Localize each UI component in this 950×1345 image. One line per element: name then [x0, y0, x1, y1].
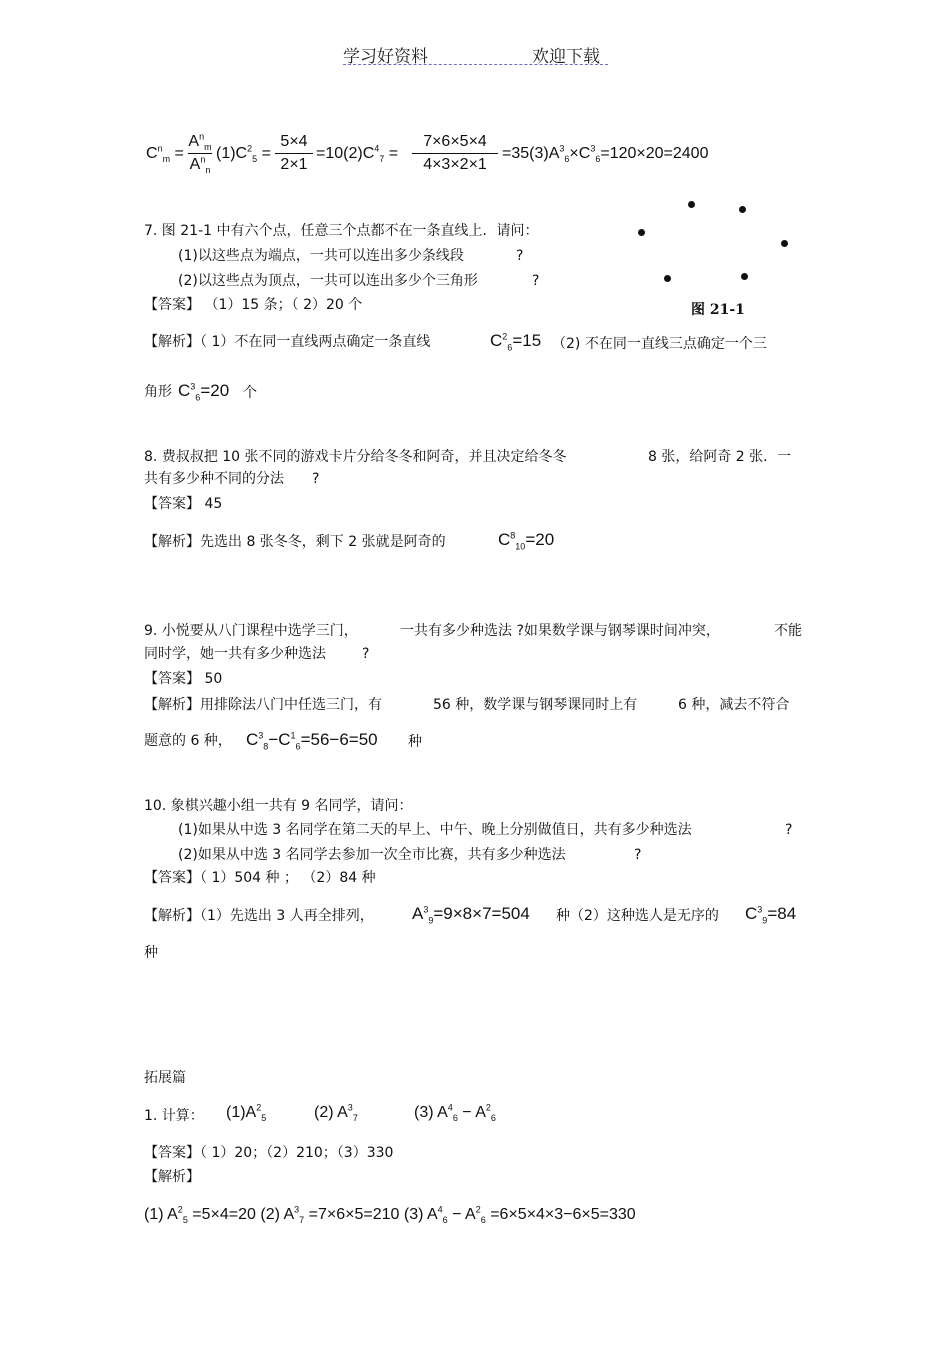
q10-explanation-formula1: $A^3_9=9\times 8\times 7=504$ — [412, 904, 530, 926]
q7-answer: 【答案】 （1）15 条；（ 2）20 个 — [144, 297, 363, 313]
q7-explanation-unit: 个 — [243, 385, 257, 401]
ext-question-part2: (2) $A^3_7$ — [314, 1102, 358, 1124]
q7-sub1: (1)以这些点为端点，一共可以连出多少条线段 — [178, 248, 464, 264]
q9-explanation-line1b: 56 种，数学课与钢琴课同时上有 — [433, 697, 638, 713]
figure-point — [688, 201, 695, 208]
formula-cmn: $C^n_m$ = — [146, 143, 184, 165]
header-left: 学习好资料 — [343, 47, 428, 67]
ext-question-part3: (3) $A^4_6 - A^2_6$ — [414, 1102, 496, 1124]
q10-answer: 【答案】（ 1）504 种 ； （2）84 种 — [144, 870, 376, 886]
q9-explanation-unit: 种 — [408, 734, 422, 750]
q8-question-line1: 8. 费叔叔把 10 张不同的游戏卡片分给冬冬和阿奇，并且决定给冬冬 — [144, 449, 567, 465]
q7-sub1-mark: ? — [516, 248, 524, 264]
q7-sub2-mark: ? — [532, 273, 540, 289]
q10-sub2: (2)如果从中选 3 名同学去参加一次全市比赛，共有多少种选法 — [178, 847, 566, 863]
q10-question: 10. 象棋兴趣小组一共有 9 名同学，请问： — [144, 798, 413, 814]
q8-question-line2: 共有多少种不同的分法 — [144, 471, 284, 487]
q8-explanation: 【解析】先选出 8 张冬冬，剩下 2 张就是阿奇的 — [144, 534, 446, 550]
q9-explanation-line2: 题意的 6 种， — [144, 733, 232, 749]
q7-sub2: (2)以这些点为顶点，一共可以连出多少个三角形 — [178, 273, 478, 289]
figure-point — [664, 275, 671, 282]
q9-question-mark: ? — [362, 646, 370, 662]
q9-question-line2: 同时学，她一共有多少种选法 — [144, 646, 326, 662]
ext-question-part1: $(1)A^2_5$ — [226, 1102, 267, 1124]
q8-question-line1b: 8 张，给阿奇 2 张．一 — [648, 449, 792, 465]
formula-part3: $=35(3)A^3_6\times C^3_6=120\times 20=2400$ — [502, 143, 709, 165]
formula-fraction-c: 7×6×5×4 4×3×2×1 — [412, 132, 498, 175]
q10-sub1-mark: ? — [785, 822, 793, 838]
q9-explanation-line1: 【解析】用排除法八门中任选三门，有 — [144, 697, 382, 713]
formula-part2: $=10(2)C^4_7$ = — [316, 143, 399, 165]
figure-point — [638, 229, 645, 236]
formula-part1: $(1)C^2_5$ = — [216, 143, 271, 165]
ext-question-prefix: 1. 计算： — [144, 1108, 204, 1124]
q7-explanation-a: 【解析】（ 1）不在同一直线两点确定一条直线 — [144, 334, 431, 350]
q9-question-line1c: 不能 — [774, 623, 802, 639]
q8-question-mark: ? — [312, 471, 320, 487]
q10-sub1: (1)如果从中选 3 名同学在第二天的早上、中午、晚上分别做值日，共有多少种选法 — [178, 822, 692, 838]
q9-question-line1: 9. 小悦要从八门课程中选学三门， — [144, 623, 358, 639]
q9-explanation-line1c: 6 种，减去不符合 — [678, 697, 790, 713]
q9-explanation-formula: $C^3_8-C^1_6=56-6=50$ — [246, 730, 378, 752]
figure-caption: 图 21-1 — [691, 302, 745, 318]
q10-sub2-mark: ? — [634, 847, 642, 863]
header-right: 欢迎下载 — [532, 47, 600, 67]
q10-explanation-formula2: $C^3_9=84$ — [745, 904, 797, 926]
q10-explanation-mid: 种（2）这种选人是无序的 — [556, 908, 719, 924]
q7-explanation-formula1: $C^2_6=15$ — [490, 331, 542, 353]
q7-explanation-formula2: $C^3_6=20$ — [178, 381, 230, 403]
q7-explanation-b: （2) 不在同一直线三点确定一个三 — [552, 336, 767, 352]
q9-answer: 【答案】 50 — [144, 671, 223, 687]
formula-fraction-b: 5×4 2×1 — [275, 132, 313, 175]
formula-fraction-a: $A^n_m$ $A^n_n$ — [188, 131, 212, 176]
q7-question: 7. 图 21-1 中有六个点，任意三个点都不在一条直线上．请问： — [144, 223, 539, 239]
q10-explanation-line2: 种 — [144, 945, 158, 961]
figure-point — [781, 240, 788, 247]
figure-point — [741, 273, 748, 280]
ext-explanation-label: 【解析】 — [144, 1169, 200, 1185]
header-divider — [343, 64, 608, 65]
q7-explanation-c: 角形 — [144, 384, 172, 400]
figure-point — [739, 206, 746, 213]
ext-solution: (1) $A^2_5 =5\times 4=20$ (2) $A^3_7 =7\times 6\times 5=210$ (3) $A^4_6 - A^2_6 =6\times 5\times 4\times 3-6\times 5=330$ — [144, 1204, 636, 1226]
q8-answer: 【答案】 45 — [144, 496, 223, 512]
ext-answer: 【答案】（ 1）20；（2）210；（3）330 — [144, 1145, 394, 1161]
q10-explanation-line1: 【解析】（1）先选出 3 人再全排列， — [144, 908, 374, 924]
q8-explanation-formula: $C^8_{10}=20$ — [498, 530, 555, 552]
q9-question-line1b: 一共有多少种选法 ?如果数学课与钢琴课时间冲突， — [400, 623, 720, 639]
section-title: 拓展篇 — [144, 1070, 186, 1086]
